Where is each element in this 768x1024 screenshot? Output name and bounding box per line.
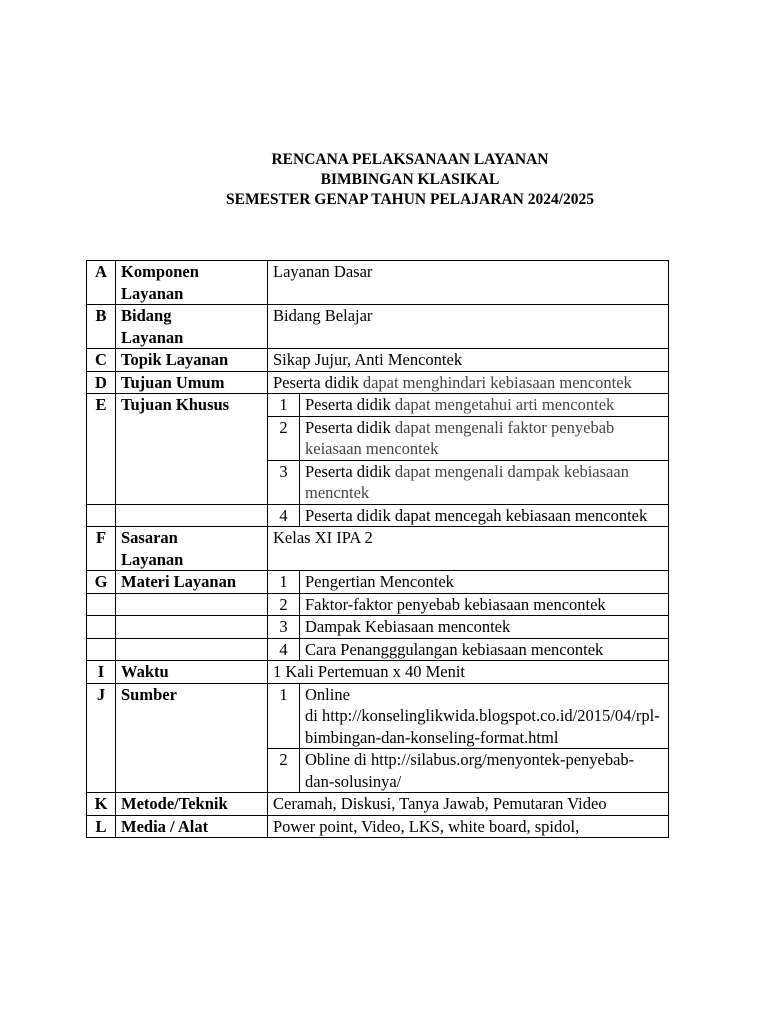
row-letter: J <box>87 683 116 793</box>
row-letter: A <box>87 261 116 305</box>
row-label: Sumber <box>116 683 268 793</box>
row-letter-empty <box>87 638 116 661</box>
table-row <box>87 593 669 616</box>
table-row <box>87 504 669 527</box>
source-link[interactable]: di http://konselinglikwida.blogspot.co.id/2015/04/rpl-bimbingan-dan-konseling-format.html <box>305 706 660 747</box>
title-line-2: BIMBINGAN KLASIKAL <box>320 171 500 188</box>
item-number: 4 <box>268 638 300 661</box>
row-letter: D <box>87 371 116 394</box>
row-value: Sikap Jujur, Anti Mencontek <box>268 349 669 372</box>
row-label: Tujuan Khusus <box>116 394 268 505</box>
table-row <box>87 349 669 372</box>
plan-table <box>86 260 669 838</box>
row-label: Bidang Layanan <box>116 305 268 349</box>
row-letter: L <box>87 815 116 838</box>
table-row <box>87 261 669 305</box>
row-label: Materi Layanan <box>116 571 268 594</box>
row-letter: B <box>87 305 116 349</box>
title-line-3: SEMESTER GENAP TAHUN PELAJARAN 2024/2025 <box>225 191 595 208</box>
table-row <box>87 683 669 749</box>
item-number: 3 <box>268 616 300 639</box>
list-item: Obline di http://silabus.org/menyontek-penyebab-dan-solusinya/ <box>300 749 669 793</box>
row-label: Waktu <box>116 661 268 684</box>
row-value: Bidang Belajar <box>268 305 669 349</box>
list-item: Online di http://konselinglikwida.blogspot.co.id/2015/04/rpl-bimbingan-dan-konseling-format.html <box>300 683 669 749</box>
row-letter-empty <box>87 593 116 616</box>
row-value: Ceramah, Diskusi, Tanya Jawab, Pemutaran Video <box>268 793 669 816</box>
list-item: Pengertian Mencontek <box>300 571 669 594</box>
list-item: Dampak Kebiasaan mencontek <box>300 616 669 639</box>
row-label: Topik Layanan <box>116 349 268 372</box>
row-letter: K <box>87 793 116 816</box>
list-item: Faktor-faktor penyebab kebiasaan mencontek <box>300 593 669 616</box>
row-letter: C <box>87 349 116 372</box>
row-label-empty <box>116 638 268 661</box>
item-number: 2 <box>268 593 300 616</box>
table-row <box>87 638 669 661</box>
table-row <box>87 527 669 571</box>
list-item: Peserta didik dapat mengetahui arti mencontek <box>300 394 669 417</box>
table-row <box>87 371 669 394</box>
document-title <box>0 150 768 210</box>
item-number: 2 <box>268 416 300 460</box>
row-value: Layanan Dasar <box>268 261 669 305</box>
row-label: Tujuan Umum <box>116 371 268 394</box>
item-number: 3 <box>268 460 300 504</box>
row-letter: E <box>87 394 116 505</box>
row-label: Sasaran Layanan <box>116 527 268 571</box>
item-number: 1 <box>268 683 300 749</box>
table-row <box>87 661 669 684</box>
row-letter: I <box>87 661 116 684</box>
row-letter-empty <box>87 616 116 639</box>
table-row <box>87 571 669 594</box>
row-label: Media / Alat <box>116 815 268 838</box>
row-letter: F <box>87 527 116 571</box>
table-row <box>87 394 669 417</box>
row-label-empty <box>116 593 268 616</box>
item-number: 1 <box>268 571 300 594</box>
row-value: 1 Kali Pertemuan x 40 Menit <box>268 661 669 684</box>
item-number: 4 <box>268 504 300 527</box>
row-value: Power point, Video, LKS, white board, spidol, <box>268 815 669 838</box>
table-row <box>87 793 669 816</box>
item-number: 1 <box>268 394 300 417</box>
list-item: Peserta didik dapat mencegah kebiasaan mencontek <box>300 504 669 527</box>
table-row <box>87 616 669 639</box>
title-line-1: RENCANA PELAKSANAAN LAYANAN <box>271 151 549 168</box>
row-letter: G <box>87 571 116 594</box>
table-row <box>87 815 669 838</box>
row-value: Peserta didik dapat menghindari kebiasaan mencontek <box>268 371 669 394</box>
row-label-empty <box>116 504 268 527</box>
row-label: Komponen Layanan <box>116 261 268 305</box>
table-row <box>87 305 669 349</box>
item-number: 2 <box>268 749 300 793</box>
row-letter-empty <box>87 504 116 527</box>
row-label-empty <box>116 616 268 639</box>
row-label: Metode/Teknik <box>116 793 268 816</box>
list-item: Peserta didik dapat mengenali dampak kebiasaan mencntek <box>300 460 669 504</box>
list-item: Cara Penangggulangan kebiasaan mencontek <box>300 638 669 661</box>
list-item: Peserta didik dapat mengenali faktor penyebab keiasaan mencontek <box>300 416 669 460</box>
row-value: Kelas XI IPA 2 <box>268 527 669 571</box>
